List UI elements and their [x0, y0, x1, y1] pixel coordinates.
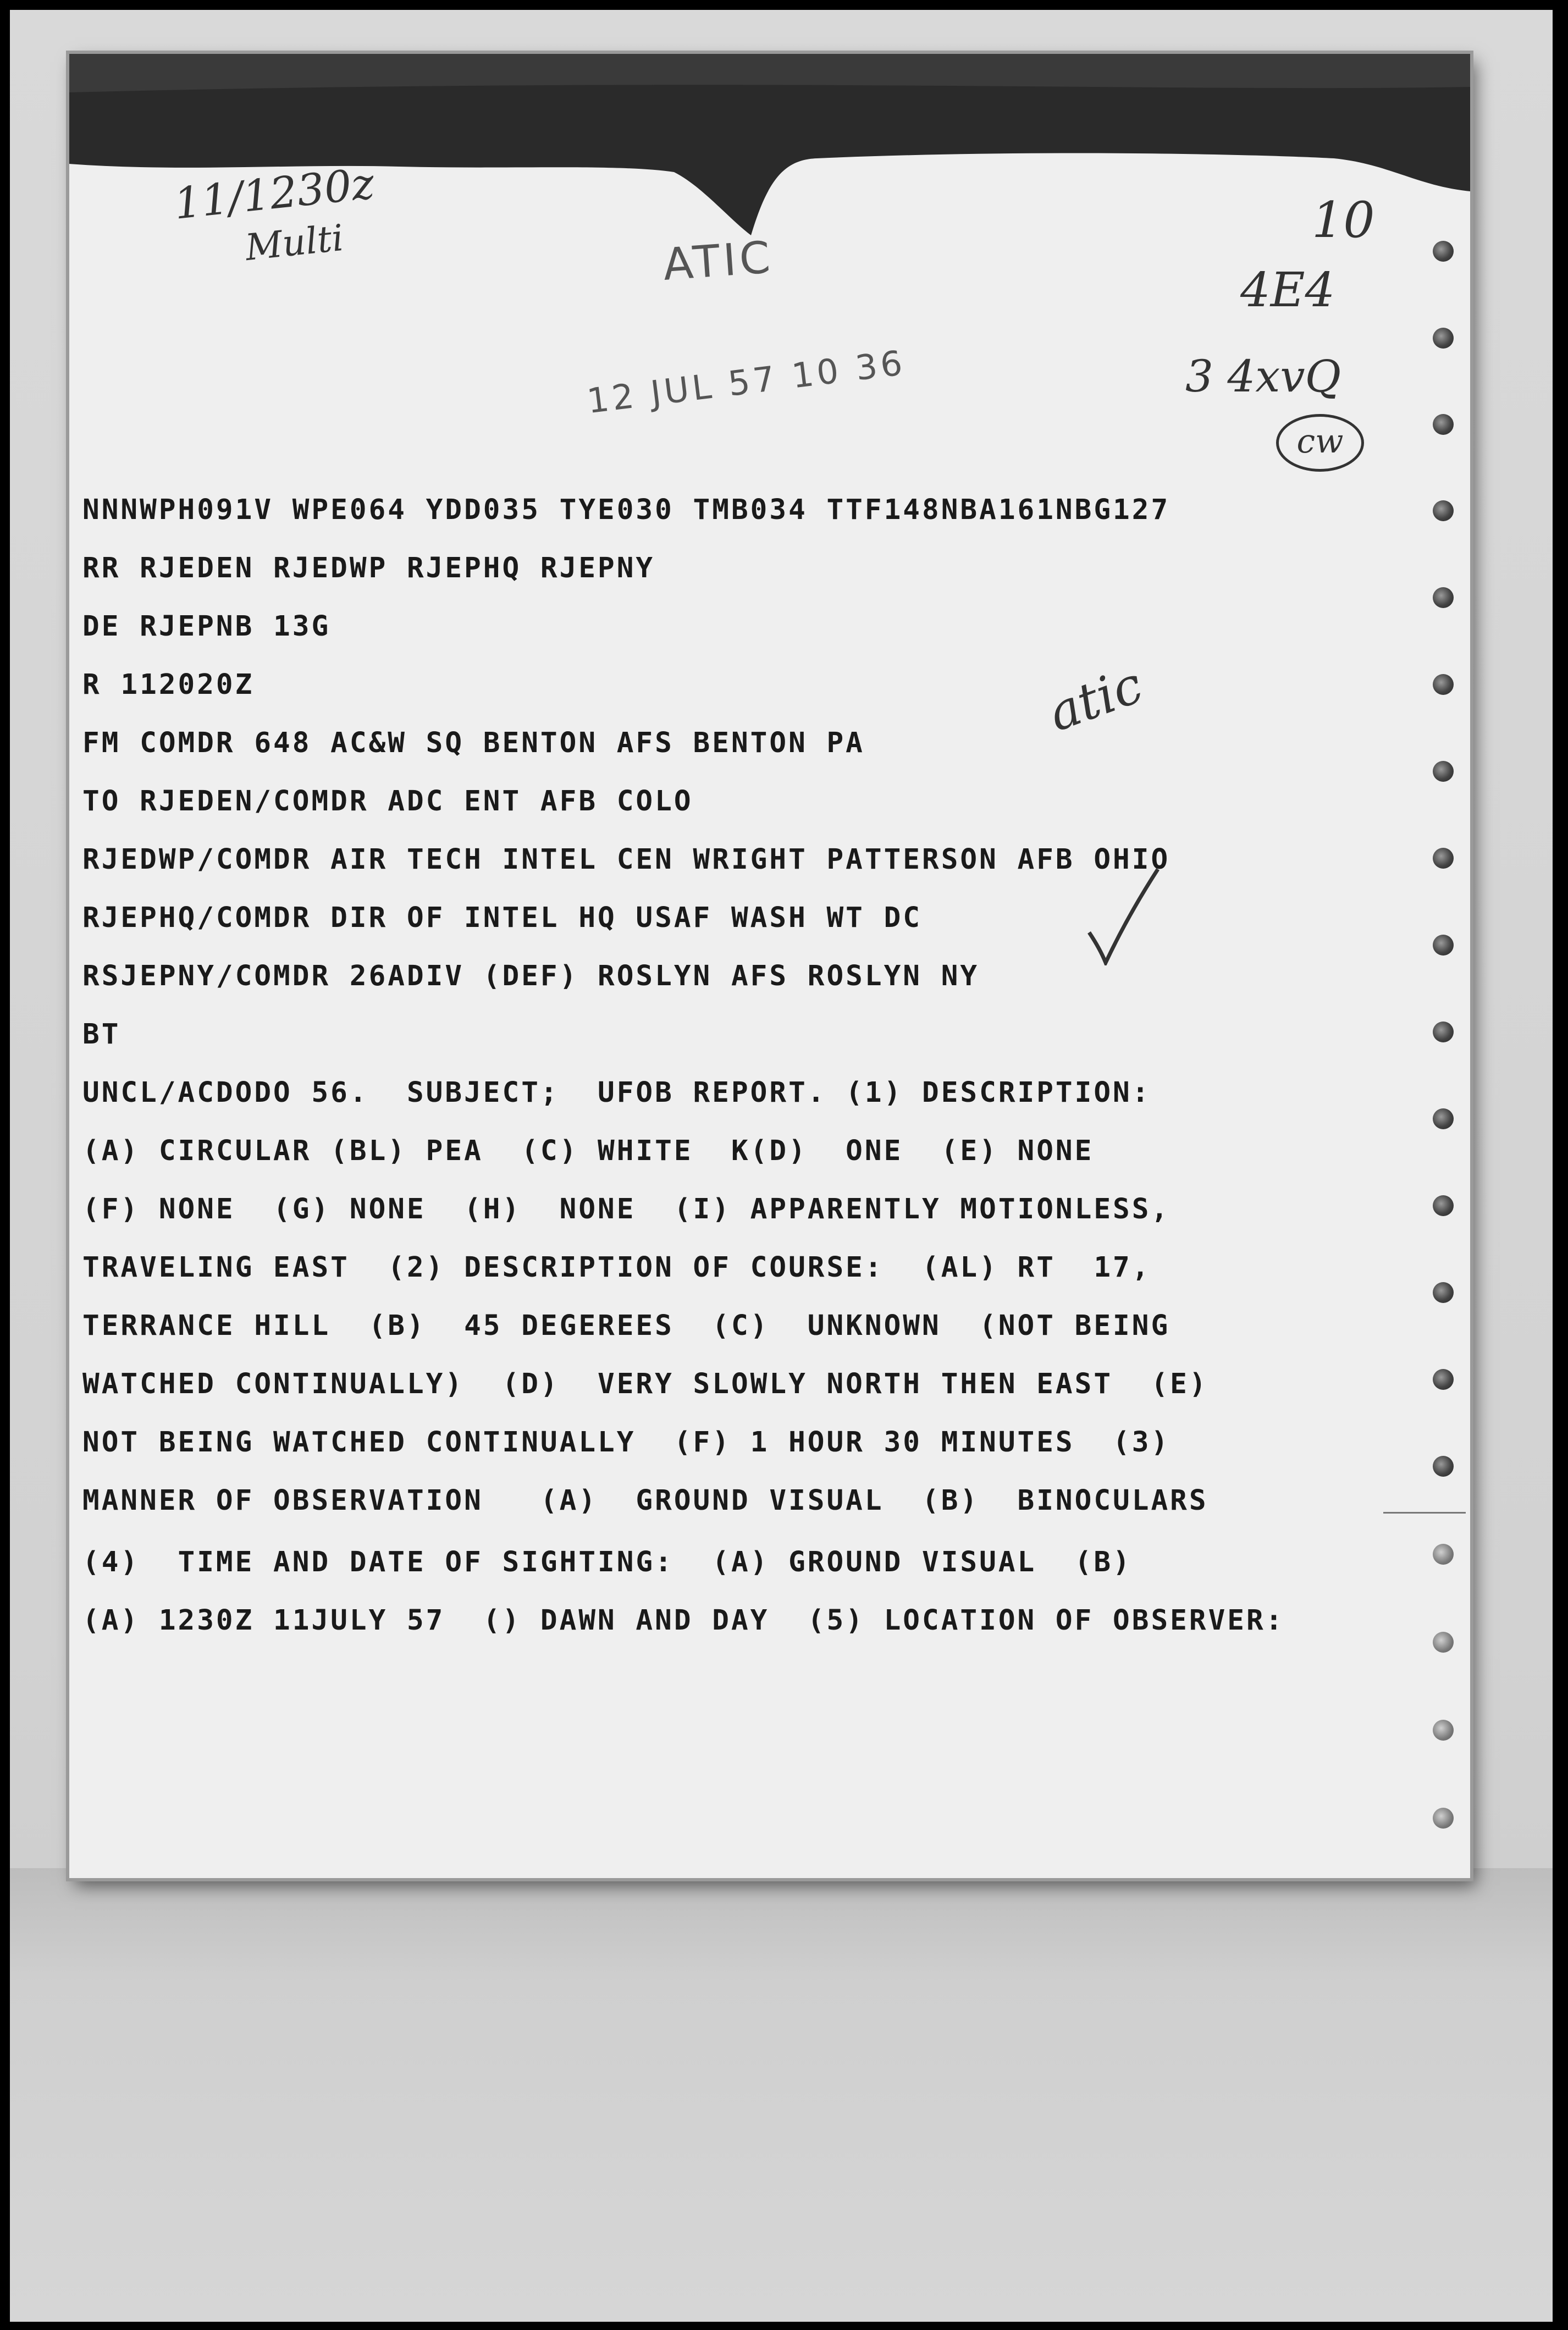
perforation-hole	[1433, 848, 1454, 869]
precedence-line: RR RJEDEN RJEDWP RJEPHQ RJEPNY	[82, 552, 655, 584]
perforation-hole	[1433, 328, 1454, 349]
body-line: WATCHED CONTINUALLY) (D) VERY SLOWLY NORTH THEN EAST (E)	[82, 1368, 1208, 1400]
perforation-hole	[1433, 500, 1454, 521]
body-line: TERRANCE HILL (B) 45 DEGEREES (C) UNKNOWN (NOT BEING	[82, 1310, 1171, 1342]
break-line: BT	[82, 1018, 121, 1051]
perforation-hole	[1433, 761, 1454, 782]
body-line: MANNER OF OBSERVATION (A) GROUND VISUAL (B) BINOCULARS	[82, 1484, 1208, 1517]
teletype-sheet	[69, 54, 1470, 1878]
atic-stamp: ATIC	[661, 231, 775, 290]
perforation-hole	[1433, 414, 1454, 435]
circled-initials: cw	[1276, 414, 1364, 472]
margin-note: atic	[1040, 655, 1150, 743]
perforation-hole	[1433, 1195, 1454, 1216]
check-mark-icon	[1084, 866, 1161, 965]
perforation-hole	[1433, 1720, 1454, 1741]
addressee-line: RJEPHQ/COMDR DIR OF INTEL HQ USAF WASH WT DC	[82, 902, 923, 934]
originator-line: DE RJEPNB 13G	[82, 610, 331, 643]
perforation-hole	[1433, 674, 1454, 695]
body-line: NOT BEING WATCHED CONTINUALLY (F) 1 HOUR 30 MINUTES (3)	[82, 1426, 1171, 1459]
addressee-line: RSJEPNY/COMDR 26ADIV (DEF) ROSLYN AFS ROSLYN NY	[82, 960, 980, 992]
body-line: (A) CIRCULAR (BL) PEA (C) WHITE K(D) ONE (E) NONE	[82, 1135, 1094, 1167]
perforation-hole	[1433, 1808, 1454, 1829]
perforation-hole	[1433, 1282, 1454, 1303]
body-line: TRAVELING EAST (2) DESCRIPTION OF COURSE: (AL) RT 17,	[82, 1251, 1151, 1284]
date-time-group: R 112020Z	[82, 669, 255, 701]
handwritten-code-1: 4E4	[1240, 263, 1335, 318]
perforation-hole	[1433, 1022, 1454, 1042]
perforation-hole	[1433, 587, 1454, 608]
handwritten-code-2: 3 4xvQ	[1185, 351, 1341, 402]
perforation-hole	[1433, 241, 1454, 262]
perforation-tear-line	[1383, 1512, 1466, 1514]
perforation-hole	[1433, 1108, 1454, 1129]
addressee-line: RJEDWP/COMDR AIR TECH INTEL CEN WRIGHT PATTERSON AFB OHIO	[82, 843, 1171, 876]
received-stamp: 12 JUL 57 10 36	[584, 342, 908, 422]
perforation-hole	[1433, 1544, 1454, 1565]
perforation-hole	[1433, 1456, 1454, 1477]
perforation-hole	[1433, 935, 1454, 956]
to-line: TO RJEDEN/COMDR ADC ENT AFB COLO	[82, 785, 693, 818]
from-line: FM COMDR 648 AC&W SQ BENTON AFS BENTON PA	[82, 727, 865, 759]
handwritten-number: 10	[1312, 191, 1375, 249]
handwritten-time: 11/1230z	[172, 159, 377, 229]
routing-line: NNNWPH091V WPE064 YDD035 TYE030 TMB034 TTF148NBA161NBG127	[82, 494, 1171, 526]
body-line: UNCL/ACDODO 56. SUBJECT; UFOB REPORT. (1) DESCRIPTION:	[82, 1076, 1151, 1109]
photo-frame	[10, 10, 1553, 2322]
body-line: (A) 1230Z 11JULY 57 () DAWN AND DAY (5) LOCATION OF OBSERVER:	[82, 1604, 1285, 1637]
body-line: (F) NONE (G) NONE (H) NONE (I) APPARENTLY MOTIONLESS,	[82, 1193, 1171, 1225]
body-line: (4) TIME AND DATE OF SIGHTING: (A) GROUND VISUAL (B)	[82, 1546, 1132, 1578]
background-surface	[10, 1868, 1553, 2322]
perforation-hole	[1433, 1369, 1454, 1390]
handwritten-multi: Multi	[243, 216, 346, 269]
perforation-hole	[1433, 1632, 1454, 1653]
